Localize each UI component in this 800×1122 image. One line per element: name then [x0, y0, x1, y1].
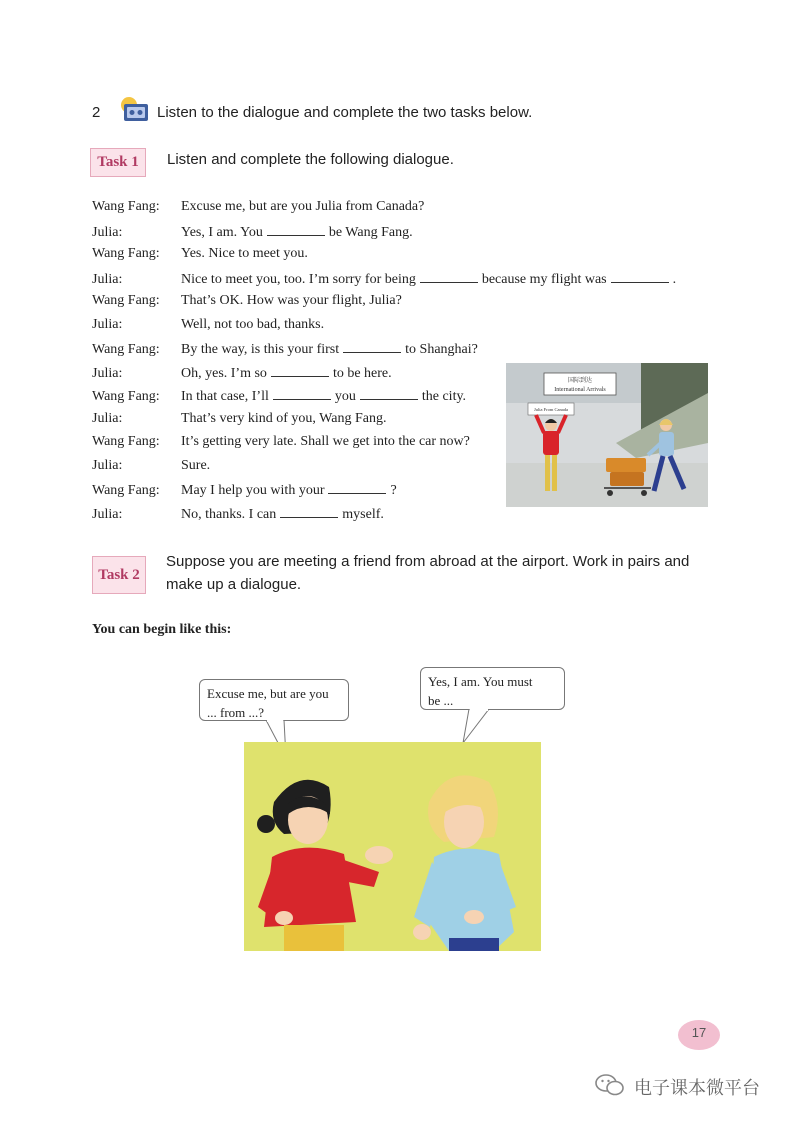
- utterance-text: .: [672, 271, 677, 287]
- dialogue-line: [92, 458, 210, 481]
- answer-blank[interactable]: [611, 270, 669, 283]
- answer-blank[interactable]: [360, 387, 418, 400]
- audio-cd-icon: [118, 96, 152, 124]
- page-number: 17: [691, 1025, 707, 1040]
- utterance-text: Nice to meet you, too. I’m sorry for being: [181, 271, 416, 287]
- answer-blank[interactable]: [280, 505, 338, 518]
- utterance: [181, 317, 324, 333]
- exercise-instruction: Listen to the dialogue and complete the two tasks below.: [157, 104, 533, 121]
- utterance: [181, 364, 392, 382]
- utterance-text: Oh, yes. I’m so: [181, 365, 267, 381]
- answer-blank[interactable]: [328, 481, 386, 494]
- dialogue-line: [92, 293, 402, 316]
- task-1-instruction: Listen and complete the following dialogue.: [167, 151, 454, 168]
- utterance-text: to be here.: [332, 365, 392, 381]
- utterance: [181, 411, 386, 427]
- speaker-name: Julia:: [92, 224, 123, 240]
- utterance-text: In that case, I’ll: [181, 389, 269, 404]
- exercise-number: 2: [92, 104, 101, 121]
- utterance-text: No, thanks. I can: [181, 506, 277, 522]
- utterance: [181, 199, 424, 215]
- dialogue-line: [92, 246, 308, 269]
- dialogue-line: [92, 434, 470, 457]
- begin-label: You can begin like this:: [92, 622, 232, 637]
- task-2-instruction: Suppose you are meeting a friend from abroad at the airport. Work in pairs and make up a dialogue.: [166, 553, 690, 593]
- meeting-illustration: [244, 742, 541, 951]
- bubble-right-line1: Yes, I am. You must: [428, 674, 533, 689]
- answer-blank[interactable]: [273, 387, 331, 400]
- utterance-text: Yes, I am. You: [181, 224, 263, 240]
- dialogue-line: [92, 223, 413, 246]
- speaker-name: Julia:: [92, 365, 123, 381]
- speaker-name: Wang Fang:: [92, 483, 160, 498]
- dialogue-line: [92, 199, 424, 222]
- speech-bubble-left: [199, 679, 349, 721]
- dialogue-line: [92, 270, 676, 293]
- utterance-text: Yes. Nice to meet you.: [181, 246, 308, 261]
- utterance-text: Sure.: [181, 457, 211, 473]
- speaker-name: Julia:: [92, 271, 123, 287]
- dialogue-line: [92, 411, 386, 434]
- answer-blank[interactable]: [343, 340, 401, 353]
- utterance-text: Excuse me, but are you Julia from Canada?: [181, 199, 425, 214]
- speaker-name: Wang Fang:: [92, 389, 160, 404]
- speaker-name: Julia:: [92, 410, 123, 426]
- utterance: [181, 270, 676, 288]
- utterance: [181, 340, 478, 358]
- speaker-name: Wang Fang:: [92, 434, 160, 449]
- utterance-text: be Wang Fang.: [328, 224, 413, 240]
- sign-english: International Arrivals: [554, 387, 606, 393]
- bubble-left-line2: ... from ...?: [207, 705, 265, 720]
- utterance: [181, 246, 308, 262]
- utterance-text: Well, not too bad, thanks.: [181, 316, 325, 332]
- utterance: [181, 434, 470, 450]
- speaker-name: Julia:: [92, 506, 123, 522]
- utterance: [181, 293, 402, 309]
- sign-chinese: 国际到达: [567, 378, 593, 384]
- utterance: [181, 387, 466, 405]
- utterance: [181, 458, 210, 474]
- dialogue-line: [92, 505, 384, 528]
- answer-blank[interactable]: [267, 223, 325, 236]
- speaker-name: Wang Fang:: [92, 342, 160, 357]
- speaker-name: Wang Fang:: [92, 199, 160, 214]
- wechat-icon: [594, 1072, 626, 1098]
- dialogue-line: [92, 387, 466, 410]
- utterance: [181, 505, 384, 523]
- bubble-right-tail: [455, 709, 495, 745]
- bubble-right-line2: be ...: [428, 693, 454, 708]
- speaker-name: Wang Fang:: [92, 293, 160, 308]
- utterance: [181, 481, 397, 499]
- task-2-label: Task 2: [92, 556, 146, 594]
- utterance-text: because my flight was: [481, 271, 607, 287]
- speaker-name: Julia:: [92, 457, 123, 473]
- dialogue-line: [92, 481, 397, 504]
- utterance-text: to Shanghai?: [405, 342, 478, 357]
- utterance-text: you: [334, 389, 356, 404]
- answer-blank[interactable]: [271, 364, 329, 377]
- dialogue-line: [92, 364, 392, 387]
- speech-bubble-right: [420, 667, 565, 710]
- utterance-text: By the way, is this your first: [181, 342, 340, 357]
- speaker-name: Wang Fang:: [92, 246, 160, 261]
- dialogue-line: [92, 317, 324, 340]
- task-1-label: Task 1: [90, 148, 146, 177]
- utterance-text: the city.: [421, 389, 467, 404]
- answer-blank[interactable]: [420, 270, 478, 283]
- bubble-left-line1: Excuse me, but are you: [207, 686, 329, 701]
- utterance-text: myself.: [342, 506, 384, 522]
- utterance-text: ?: [390, 483, 397, 498]
- utterance-text: May I help you with your: [181, 483, 325, 498]
- utterance-text: That’s very kind of you, Wang Fang.: [181, 410, 387, 426]
- utterance: [181, 223, 413, 241]
- name-card: Julia From Canada: [534, 407, 568, 412]
- speaker-name: Julia:: [92, 316, 123, 332]
- utterance-text: That’s OK. How was your flight, Julia?: [181, 293, 402, 308]
- utterance-text: It’s getting very late. Shall we get into the car now?: [181, 434, 470, 449]
- dialogue-line: [92, 340, 478, 363]
- airport-arrivals-illustration: [506, 363, 708, 507]
- watermark-text: 电子课本微平台: [634, 1078, 760, 1099]
